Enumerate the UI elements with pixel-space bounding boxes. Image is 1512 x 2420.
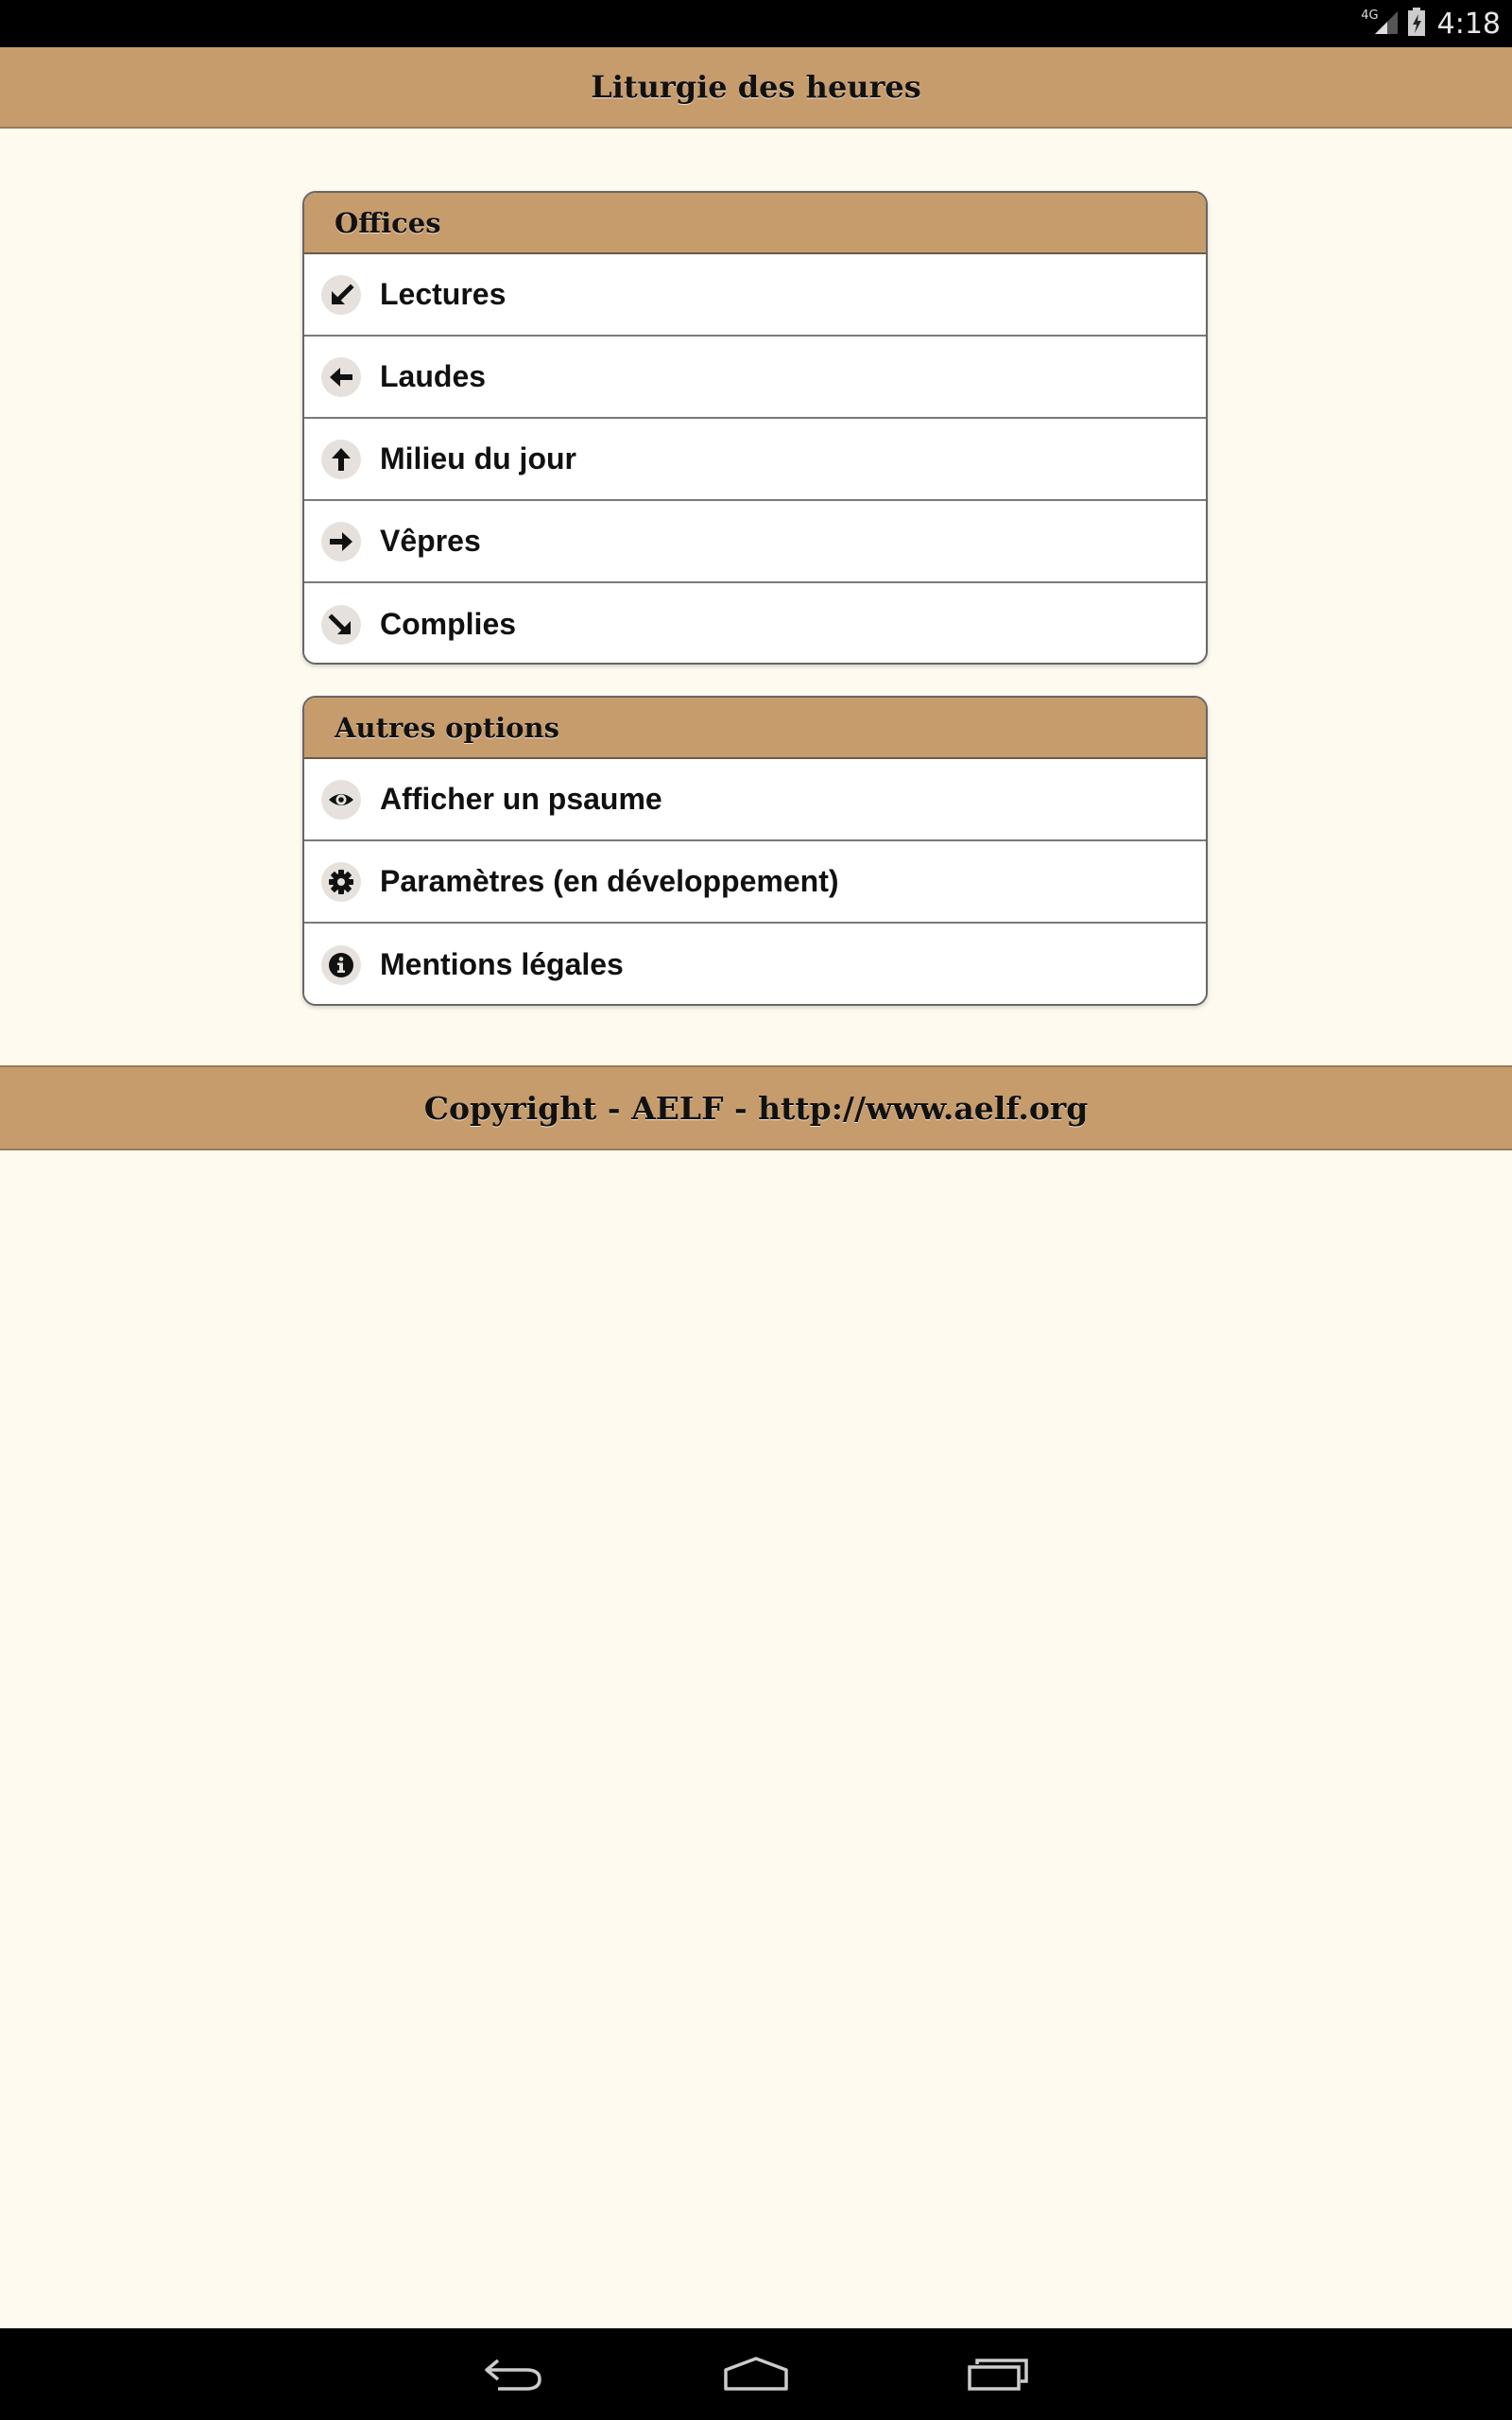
menu-item-label: Vêpres bbox=[380, 524, 481, 558]
arrow-down-left-icon bbox=[321, 275, 361, 315]
navigation-bar bbox=[0, 2328, 1512, 2420]
clock: 4:18 bbox=[1436, 7, 1501, 41]
arrow-up-icon bbox=[321, 440, 361, 479]
back-button[interactable] bbox=[474, 2345, 554, 2402]
back-icon bbox=[481, 2355, 547, 2393]
home-button[interactable] bbox=[716, 2345, 796, 2402]
menu-item-complies[interactable] bbox=[304, 583, 1206, 665]
battery-icon bbox=[1407, 7, 1426, 42]
autres-options-title: Autres options bbox=[335, 711, 559, 744]
menu-item-mentions-legales[interactable] bbox=[304, 924, 1206, 1006]
home-icon bbox=[722, 2355, 790, 2393]
status-indicators bbox=[1361, 0, 1501, 47]
arrow-right-icon bbox=[321, 522, 361, 562]
autres-options-header bbox=[304, 698, 1206, 759]
menu-item-label: Lectures bbox=[380, 277, 507, 311]
autres-options-panel bbox=[302, 696, 1208, 1006]
network-type-label: 4G bbox=[1361, 8, 1379, 23]
menu-item-label: Paramètres (en développement) bbox=[380, 864, 839, 898]
status-bar bbox=[0, 0, 1512, 47]
arrow-down-right-icon bbox=[321, 605, 361, 645]
offices-title: Offices bbox=[335, 206, 441, 239]
menu-item-parametres[interactable] bbox=[304, 841, 1206, 924]
app-footer bbox=[0, 1065, 1512, 1150]
menu-item-label: Mentions légales bbox=[380, 947, 624, 981]
info-icon bbox=[321, 945, 361, 985]
recent-apps-icon bbox=[964, 2355, 1032, 2393]
recent-apps-button[interactable] bbox=[958, 2345, 1038, 2402]
menu-item-label: Afficher un psaume bbox=[380, 782, 662, 816]
eye-icon bbox=[321, 780, 361, 820]
offices-header bbox=[304, 193, 1206, 254]
offices-panel bbox=[302, 191, 1208, 665]
menu-item-afficher-psaume[interactable] bbox=[304, 759, 1206, 841]
menu-item-lectures[interactable] bbox=[304, 254, 1206, 337]
menu-item-vepres[interactable] bbox=[304, 501, 1206, 583]
arrow-left-icon bbox=[321, 357, 361, 397]
menu-item-milieu-du-jour[interactable] bbox=[304, 419, 1206, 501]
menu-item-label: Milieu du jour bbox=[380, 441, 576, 475]
menu-item-label: Complies bbox=[380, 607, 517, 641]
menu-item-label: Laudes bbox=[380, 359, 487, 393]
app-header bbox=[0, 47, 1512, 129]
copyright-text: Copyright - AELF - http://www.aelf.org bbox=[423, 1089, 1089, 1127]
gear-icon bbox=[321, 862, 361, 902]
page-title: Liturgie des heures bbox=[591, 69, 921, 105]
menu-item-laudes[interactable] bbox=[304, 337, 1206, 419]
